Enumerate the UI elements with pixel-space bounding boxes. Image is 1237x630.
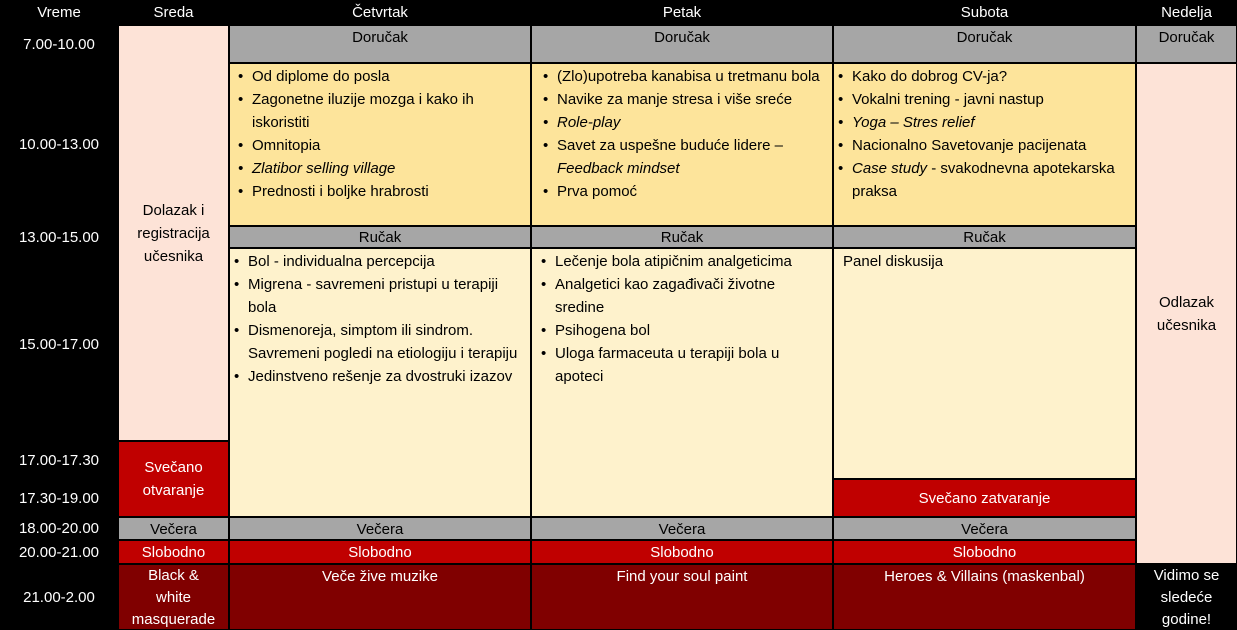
session-item: • Role-play: [557, 111, 824, 134]
time-slot: 7.00-10.00: [0, 25, 118, 63]
session-item: • Kako do dobrog CV-ja?: [852, 65, 1129, 88]
petak-breakfast: Doručak: [531, 25, 833, 63]
petak-dinner: Večera: [531, 517, 833, 540]
time-slot: 15.00-17.00: [0, 248, 118, 441]
session-item: • Psihogena bol: [555, 319, 824, 342]
evening-line: Black &: [148, 567, 199, 584]
sreda-opening: [118, 441, 229, 517]
session-item: • Zlatibor selling village: [252, 157, 524, 180]
petak-free: Slobodno: [531, 540, 833, 564]
sreda-evening: [118, 564, 229, 630]
header-cetvrtak: Četvrtak: [229, 0, 531, 25]
nedelja-departure: [1136, 63, 1237, 564]
session-item: • Navike za manje stresa i više sreće: [557, 88, 824, 111]
subota-evening: Heroes & Villains (maskenbal): [833, 564, 1136, 630]
sreda-arrival: [118, 25, 229, 441]
session-item: • Zagonetne iluzije mozga i kako ih iskoristiti: [252, 88, 524, 134]
petak-lunch: Ručak: [531, 226, 833, 248]
subota-dinner: Večera: [833, 517, 1136, 540]
farewell-line: godine!: [1161, 611, 1212, 628]
session-item: • Od diplome do posla: [252, 65, 524, 88]
petak-afternoon: [531, 248, 833, 517]
sreda-dinner: Večera: [118, 517, 229, 540]
session-item: • Omnitopia: [252, 134, 524, 157]
session-item: • Dismenoreja, simptom ili sindrom. Savremeni pogledi na etiologiju i terapiju: [248, 319, 520, 365]
arrival-line: Dolazak i: [142, 201, 205, 219]
header-petak: Petak: [531, 0, 833, 25]
departure-line: učesnika: [1156, 316, 1217, 334]
cetvrtak-evening: Veče žive muzike: [229, 564, 531, 630]
subota-morning: [833, 63, 1136, 226]
subota-afternoon: Panel diskusija: [833, 248, 1136, 479]
cetvrtak-lunch: Ručak: [229, 226, 531, 248]
time-slot: 18.00-20.00: [0, 517, 118, 540]
session-list: [252, 65, 524, 203]
nedelja-evening: [1136, 564, 1237, 630]
time-slot: 20.00-21.00: [0, 540, 118, 564]
session-item: • Analgetici kao zagađivači životne sredine: [555, 273, 824, 319]
opening-line: Svečano: [144, 459, 203, 476]
cetvrtak-morning: [229, 63, 531, 226]
subota-lunch: Ručak: [833, 226, 1136, 248]
session-list: [248, 250, 520, 388]
petak-morning: [531, 63, 833, 226]
time-slot: 17.30-19.00: [0, 479, 118, 517]
arrival-line: učesnika: [143, 247, 204, 265]
farewell-line: sledeće: [1160, 589, 1213, 606]
evening-line: masquerade: [131, 611, 216, 628]
session-item: • Lečenje bola atipičnim analgeticima: [555, 250, 824, 273]
session-list: [555, 250, 824, 388]
petak-evening: Find your soul paint: [531, 564, 833, 630]
session-list: [557, 65, 824, 203]
arrival-line: registracija: [137, 224, 210, 242]
sreda-free: Slobodno: [118, 540, 229, 564]
session-text-italic: Case study: [852, 160, 928, 177]
departure-line: Odlazak: [1158, 293, 1215, 311]
session-text: Savet za uspešne buduće lidere –: [557, 137, 783, 154]
session-item: [557, 134, 824, 180]
time-slot: 21.00-2.00: [0, 564, 118, 630]
session-text: - svakodnevna apotekarska praksa: [852, 160, 1115, 200]
farewell-line: Vidimo se: [1153, 567, 1220, 584]
session-item: • Uloga farmaceuta u terapiji bola u apoteci: [555, 342, 824, 388]
session-item: • Prva pomoć: [557, 180, 824, 203]
session-item: • Bol - individualna percepcija: [248, 250, 520, 273]
time-slot: 13.00-15.00: [0, 226, 118, 248]
header-subota: Subota: [833, 0, 1136, 25]
header-sreda: Sreda: [118, 0, 229, 25]
header-nedelja: Nedelja: [1136, 0, 1237, 25]
opening-line: otvaranje: [142, 482, 205, 499]
cetvrtak-afternoon: [229, 248, 531, 517]
subota-breakfast: Doručak: [833, 25, 1136, 63]
evening-line: white: [155, 589, 192, 606]
nedelja-breakfast: Doručak: [1136, 25, 1237, 63]
session-item: • Prednosti i boljke hrabrosti: [252, 180, 524, 203]
cetvrtak-dinner: Večera: [229, 517, 531, 540]
session-item: • (Zlo)upotreba kanabisa u tretmanu bola: [557, 65, 824, 88]
header-vreme: Vreme: [0, 0, 118, 25]
cetvrtak-breakfast: Doručak: [229, 25, 531, 63]
time-slot: 10.00-13.00: [0, 63, 118, 226]
session-item: • Yoga – Stres relief: [852, 111, 1129, 134]
session-item: • Vokalni trening - javni nastup: [852, 88, 1129, 111]
time-slot: 17.00-17.30: [0, 441, 118, 479]
session-item: • Jedinstveno rešenje za dvostruki izazov: [248, 365, 520, 388]
subota-closing: Svečano zatvaranje: [833, 479, 1136, 517]
session-item: • Nacionalno Savetovanje pacijenata: [852, 134, 1129, 157]
cetvrtak-free: Slobodno: [229, 540, 531, 564]
session-item: [852, 157, 1129, 203]
subota-free: Slobodno: [833, 540, 1136, 564]
session-list: [852, 65, 1129, 203]
session-item: • Migrena - savremeni pristupi u terapiji bola: [248, 273, 520, 319]
session-text-italic: Feedback mindset: [557, 160, 680, 177]
